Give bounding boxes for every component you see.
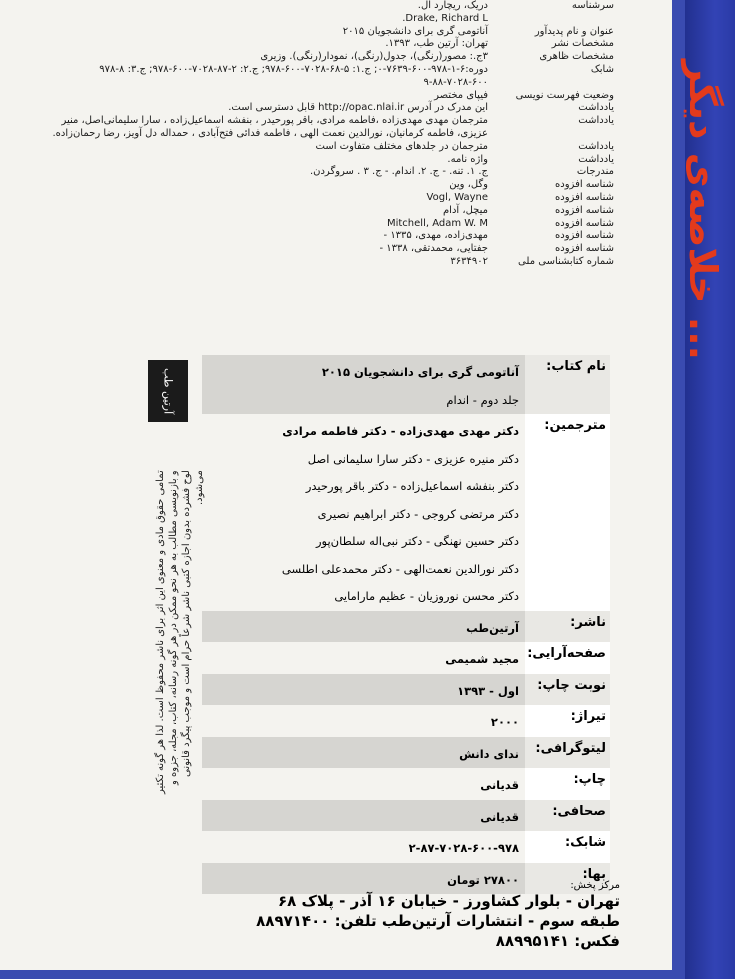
distribution-title: مرکز پخش: xyxy=(570,880,620,891)
catalog-row xyxy=(0,115,622,128)
colophon-value xyxy=(202,642,525,674)
catalog-value: آناتومی گری برای دانشجویان ۲۰۱۵ xyxy=(342,25,488,37)
catalog-row xyxy=(0,192,622,205)
colophon-line: دکتر منیره عزیزی - دکتر سارا سلیمانی اصل xyxy=(307,451,519,466)
catalog-value: Vogl, Wayne xyxy=(426,191,488,203)
catalog-row xyxy=(0,154,622,167)
colophon-value xyxy=(202,800,525,832)
colophon-value xyxy=(202,674,525,706)
catalog-label: یادداشت xyxy=(578,115,614,127)
colophon-line: ۲۷۸۰۰ تومان xyxy=(447,872,519,887)
colophon-value xyxy=(202,705,525,737)
catalog-label: عنوان و نام پدیدآور xyxy=(534,25,614,37)
colophon-label: ناشر: xyxy=(525,611,610,643)
catalog-label: وضعیت فهرست نویسی xyxy=(515,89,614,101)
catalog-row xyxy=(0,102,622,115)
catalog-row xyxy=(0,26,622,39)
colophon-line: مجید شمیمی xyxy=(445,652,519,666)
catalog-value: مهدی‌زاده، مهدی، ۱۳۳۵ - xyxy=(383,230,488,242)
colophon-row xyxy=(202,355,610,414)
catalog-value: Drake, Richard L. xyxy=(402,12,488,24)
catalog-row xyxy=(0,77,622,90)
colophon-label: شابک: xyxy=(525,831,610,863)
publisher-logo: آرتین طب xyxy=(148,360,188,422)
catalog-value: فیپای مختصر xyxy=(434,89,488,101)
colophon-line: دکتر مرتضی کروجی - دکتر ابراهیم نصیری xyxy=(317,506,519,521)
colophon-label: لیتوگرافی: xyxy=(525,737,610,769)
colophon-line: اول - ۱۳۹۳ xyxy=(457,683,519,698)
colophon-value xyxy=(202,737,525,769)
catalog-label: یادداشت xyxy=(578,140,614,152)
catalog-label: یادداشت xyxy=(578,153,614,165)
catalog-row xyxy=(0,205,622,218)
catalog-value: عزیزی، فاطمه کرمانیان، نورالدین نعمت الهی ، فاطمه فدائی فتح‌آبادی ، حمداله دل آویز، رضا رحمان‌زاده. xyxy=(52,127,488,139)
catalog-value: Mitchell, Adam W. M xyxy=(386,217,488,229)
catalog-value: ۹-۸۸-۷۰۲۸-۶۰۰ xyxy=(423,76,488,88)
colophon-line: ندای دانش xyxy=(459,746,519,761)
cover-stripe xyxy=(681,0,735,979)
fax-line: فکس: ۸۸۹۹۵۱۴۱ xyxy=(495,932,620,950)
catalog-row xyxy=(0,218,622,231)
colophon-line: ۲-۸۷-۷۰۲۸-۶۰۰-۹۷۸ xyxy=(408,841,519,855)
colophon-line: ۲۰۰۰ xyxy=(490,715,519,729)
catalog-row xyxy=(0,166,622,179)
colophon-row xyxy=(202,831,610,863)
catalog-label: شناسه افزوده xyxy=(555,243,614,255)
catalog-value: مترجمان در جلدهای مختلف متفاوت است xyxy=(315,140,488,152)
catalog-row xyxy=(0,256,622,269)
colophon-row xyxy=(202,800,610,832)
catalog-label: سرشناسه xyxy=(571,0,614,11)
catalog-record xyxy=(0,0,622,269)
catalog-value: ۳ج.: مصور(رنگی)، جدول(رنگی)، نمودار(رنگی). وزیری xyxy=(260,51,488,63)
colophon-line: قدیانی xyxy=(480,778,519,792)
colophon-value xyxy=(202,355,525,414)
copyright-notice: تمامی حقوق مادی و معنوی این اثر برای ناشر محفوظ است. لذا هر گونه تکثیر و بازنویسی مطالب به هر نحو ممکن در هر گونه رسانه، کتاب، مجله، جزوه و لوح فشرده بدون اجازه کتبی ناشر شرعاً حرام است و موجب پیگرد قانونی می‌شود. xyxy=(155,470,205,794)
colophon-line: قدیانی xyxy=(480,809,519,824)
colophon-table xyxy=(202,355,610,894)
colophon-label: صحافی: xyxy=(525,800,610,832)
colophon-line: آناتومی گری برای دانشجویان ۲۰۱۵ xyxy=(321,365,519,379)
colophon-label: بها: xyxy=(525,863,610,895)
stripe-text: خلاصه‌ی دیگر ... xyxy=(681,60,725,361)
catalog-row xyxy=(0,230,622,243)
catalog-value: وگل، وین xyxy=(449,179,488,191)
colophon-label: تیراژ: xyxy=(525,705,610,737)
catalog-label: مشخصات ظاهری xyxy=(539,51,614,63)
catalog-value: مترجمان مهدی مهدی‌زاده ،فاطمه مرادی، باقر پورحیدر ، بنفشه اسماعیل‌زاده ، سارا سلیمانی‌اصل، منیر xyxy=(61,115,488,127)
catalog-value: این مدرک در آدرس http://opac.nlai.ir قابل دسترسی است. xyxy=(228,102,488,114)
colophon-line: دکتر بنفشه اسماعیل‌زاده - دکتر باقر پورحیدر xyxy=(305,479,519,493)
catalog-row xyxy=(0,64,622,77)
colophon-label: نوبت چاپ: xyxy=(525,674,610,706)
catalog-value: ج. ۱. تنه. - ج. ۲. اندام. - ج. ۳ . سروگردن. xyxy=(309,166,488,178)
catalog-value: میچل، آدام xyxy=(442,204,488,216)
colophon-row xyxy=(202,768,610,800)
catalog-row xyxy=(0,51,622,64)
colophon-value xyxy=(202,831,525,863)
colophon-line: دکتر نورالدین نعمت‌الهی - دکتر محمدعلی اطلسی xyxy=(281,561,519,576)
colophon-line: دکتر محسن نوروزیان - عظیم مارامایی xyxy=(334,589,519,603)
colophon-line: دکتر مهدی مهدی‌زاده - دکتر فاطمه مرادی xyxy=(282,424,519,438)
catalog-row xyxy=(0,128,622,141)
catalog-value: دریک، ریچارد ال. xyxy=(417,0,488,11)
colophon-value xyxy=(202,611,525,643)
catalog-row xyxy=(0,13,622,26)
catalog-row xyxy=(0,0,622,13)
colophon-row xyxy=(202,705,610,737)
colophon-label: چاپ: xyxy=(525,768,610,800)
address-line-1: تهران - بلوار کشاورز - خیابان ۱۶ آذر - پلاک ۶۸ xyxy=(278,892,620,910)
address-line-2: طبقه سوم - انتشارات آرتین‌طب تلفن: ۸۸۹۷۱۴۰۰ xyxy=(256,912,620,930)
catalog-label: شناسه افزوده xyxy=(555,217,614,229)
catalog-row xyxy=(0,179,622,192)
colophon-value xyxy=(202,768,525,800)
catalog-row xyxy=(0,38,622,51)
catalog-label: شناسه افزوده xyxy=(555,191,614,203)
colophon-row xyxy=(202,642,610,674)
catalog-label: شناسه افزوده xyxy=(555,204,614,216)
colophon-row xyxy=(202,414,610,611)
catalog-row xyxy=(0,90,622,103)
catalog-value: دوره:۶-۱-۹۷۸-۶۰۰-۷۶۳۹-۰; ج.۱: ۵-۶۸-۷۰۲۸-۶۰۰-۹۷۸; ج.۲: ۲-۸۷-۷۰۲۸-۶۰۰-۹۷۸; ج.۳: ۸-۹۷۸ xyxy=(99,63,488,75)
colophon-line: دکتر حسین نهنگی - دکتر نبی‌اله سلطان‌پور xyxy=(315,534,519,548)
distribution-center xyxy=(200,880,620,951)
catalog-label: شناسه افزوده xyxy=(555,179,614,191)
catalog-label: یادداشت xyxy=(578,102,614,114)
colophon-row xyxy=(202,737,610,769)
catalog-label: مندرجات xyxy=(576,166,614,178)
colophon-line: جلد دوم - اندام xyxy=(446,392,519,407)
catalog-row xyxy=(0,243,622,256)
catalog-value: واژه نامه. xyxy=(447,153,488,165)
catalog-row xyxy=(0,141,622,154)
catalog-label: شماره کتابشناسی ملی xyxy=(518,255,614,267)
catalog-label: شناسه افزوده xyxy=(555,230,614,242)
colophon-label: نام کتاب: xyxy=(525,355,610,414)
catalog-label: شابک xyxy=(590,63,614,75)
colophon-row xyxy=(202,674,610,706)
colophon-row xyxy=(202,611,610,643)
colophon-label: صفحه‌آرایی: xyxy=(525,642,610,674)
catalog-label: مشخصات نشر xyxy=(551,38,614,50)
catalog-value: جفتایی، محمدتقی، ۱۳۳۸ - xyxy=(379,243,488,255)
colophon-label: مترجمین: xyxy=(525,414,610,611)
colophon-line: آرتین‌طب xyxy=(466,620,519,635)
colophon-value xyxy=(202,414,525,611)
catalog-value: ۳۶۳۴۹۰۲ xyxy=(450,255,488,267)
catalog-value: تهران: آرتین طب، ۱۳۹۳. xyxy=(385,38,488,50)
